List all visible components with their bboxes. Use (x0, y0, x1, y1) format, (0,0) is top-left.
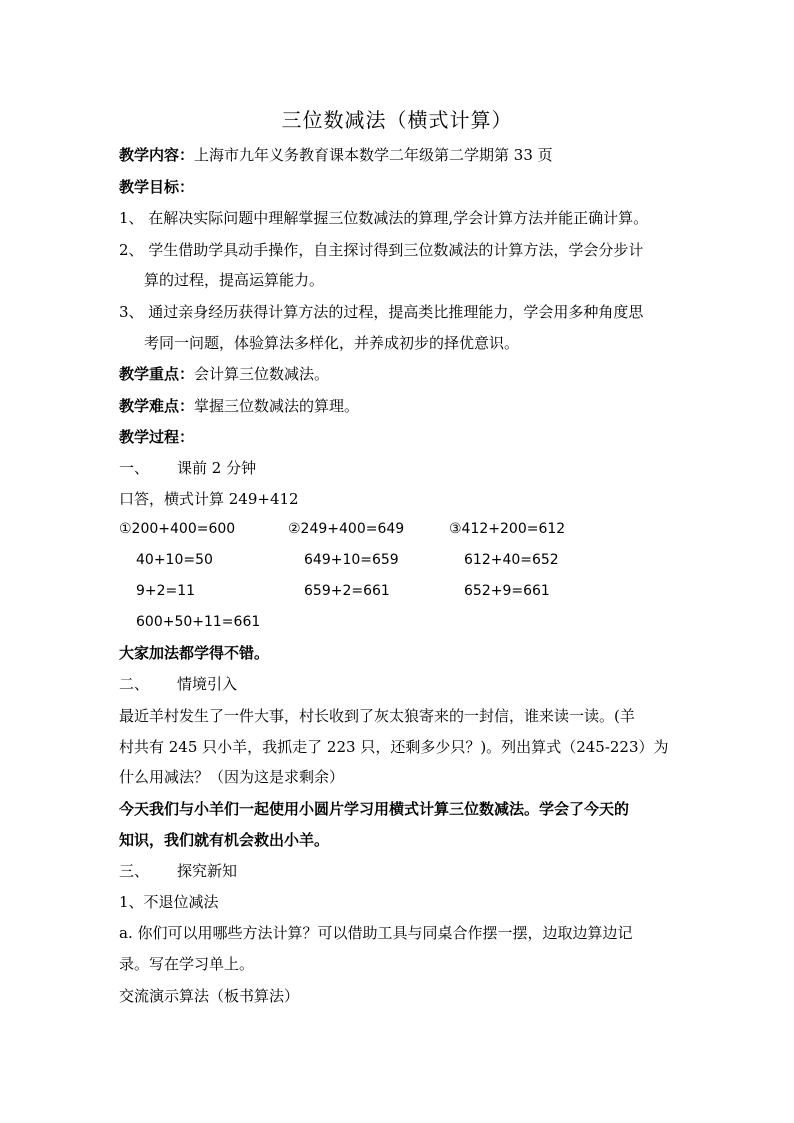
calc-col3-row1: ③412+200=612 (449, 521, 566, 537)
calc-col1-row3: 9+2=11 (136, 583, 196, 599)
section-1-num: 一、 (119, 459, 150, 477)
calc-col2-row3: 659+2=661 (304, 583, 390, 599)
section-2-num: 二、 (119, 675, 150, 693)
goals-label: 教学目标： (119, 178, 195, 196)
today-line-2: 知识，我们就有机会救出小羊。 (119, 831, 330, 849)
key-point-label: 教学重点： (119, 365, 195, 383)
document-title: 三位数减法（横式计算） (281, 108, 513, 132)
goal-item-3: 3、 通过亲身经历获得计算方法的过程，提高类比推理能力，学会用多种角度思 (119, 303, 644, 321)
calc-col1-row4: 600+50+11=661 (136, 614, 261, 630)
calc-col3-row2: 612+40=652 (464, 552, 559, 568)
story-line-1: 最近羊村发生了一件大事，村长收到了灰太狼寄来的一封信，谁来读一读。(羊 (119, 707, 635, 725)
section-2-heading (119, 674, 237, 694)
content-line (119, 145, 553, 165)
section-2-text: 情境引入 (177, 675, 238, 693)
calc-col2-row2: 649+10=659 (304, 552, 399, 568)
today-line-1: 今天我们与小羊们一起使用小圆片学习用横式计算三位数减法。学会了今天的 (119, 800, 630, 818)
difficulty-line (119, 396, 359, 416)
key-point-line (119, 364, 329, 384)
goal-item-1: 1、 在解决实际问题中理解掌握三位数减法的算理,学会计算方法并能正确计算。 (119, 209, 649, 227)
content-label: 教学内容： (119, 146, 195, 164)
section-3-heading (119, 861, 237, 881)
question-line-2: 录。写在学习单上。 (119, 955, 255, 973)
calc-col1-row1: ①200+400=600 (119, 521, 236, 537)
goal-item-2-cont: 算的过程，提高运算能力。 (144, 271, 325, 289)
section-3-num: 三、 (119, 862, 150, 880)
section-3-text: 探究新知 (177, 862, 238, 880)
story-line-2: 村共有 245 只小羊，我抓走了 223 只，还剩多少只？)。列出算式（245-223）为 (119, 738, 669, 756)
goal-item-2: 2、 学生借助学具动手操作，自主探讨得到三位数减法的计算方法，学会分步计 (119, 241, 644, 259)
key-point-text: 会计算三位数减法。 (194, 365, 330, 383)
section-1-text: 课前 2 分钟 (177, 459, 257, 477)
section-1-heading (119, 458, 256, 478)
goal-item-3-cont: 考同一问题，体验算法多样化，并养成初步的择优意识。 (144, 334, 520, 352)
praise-line: 大家加法都学得不错。 (119, 644, 270, 662)
subsection-1: 1、不退位减法 (119, 893, 219, 911)
process-label: 教学过程： (119, 428, 195, 446)
calc-col3-row3: 652+9=661 (464, 583, 550, 599)
calc-col1-row2: 40+10=50 (136, 552, 213, 568)
exchange-line: 交流演示算法（板书算法） (119, 987, 300, 1005)
calc-col2-row1: ②249+400=649 (288, 521, 405, 537)
content-text: 上海市九年义务教育课本数学二年级第二学期第 33 页 (194, 146, 553, 164)
difficulty-text: 掌握三位数减法的算理。 (194, 397, 360, 415)
question-line-1: a. 你们可以用哪些方法计算？可以借助工具与同桌合作摆一摆，边取边算边记 (119, 924, 633, 942)
oral-line: 口答，横式计算 249+412 (119, 490, 299, 508)
story-line-3: 什么用减法？（因为这是求剩余） (119, 768, 345, 786)
difficulty-label: 教学难点： (119, 397, 195, 415)
